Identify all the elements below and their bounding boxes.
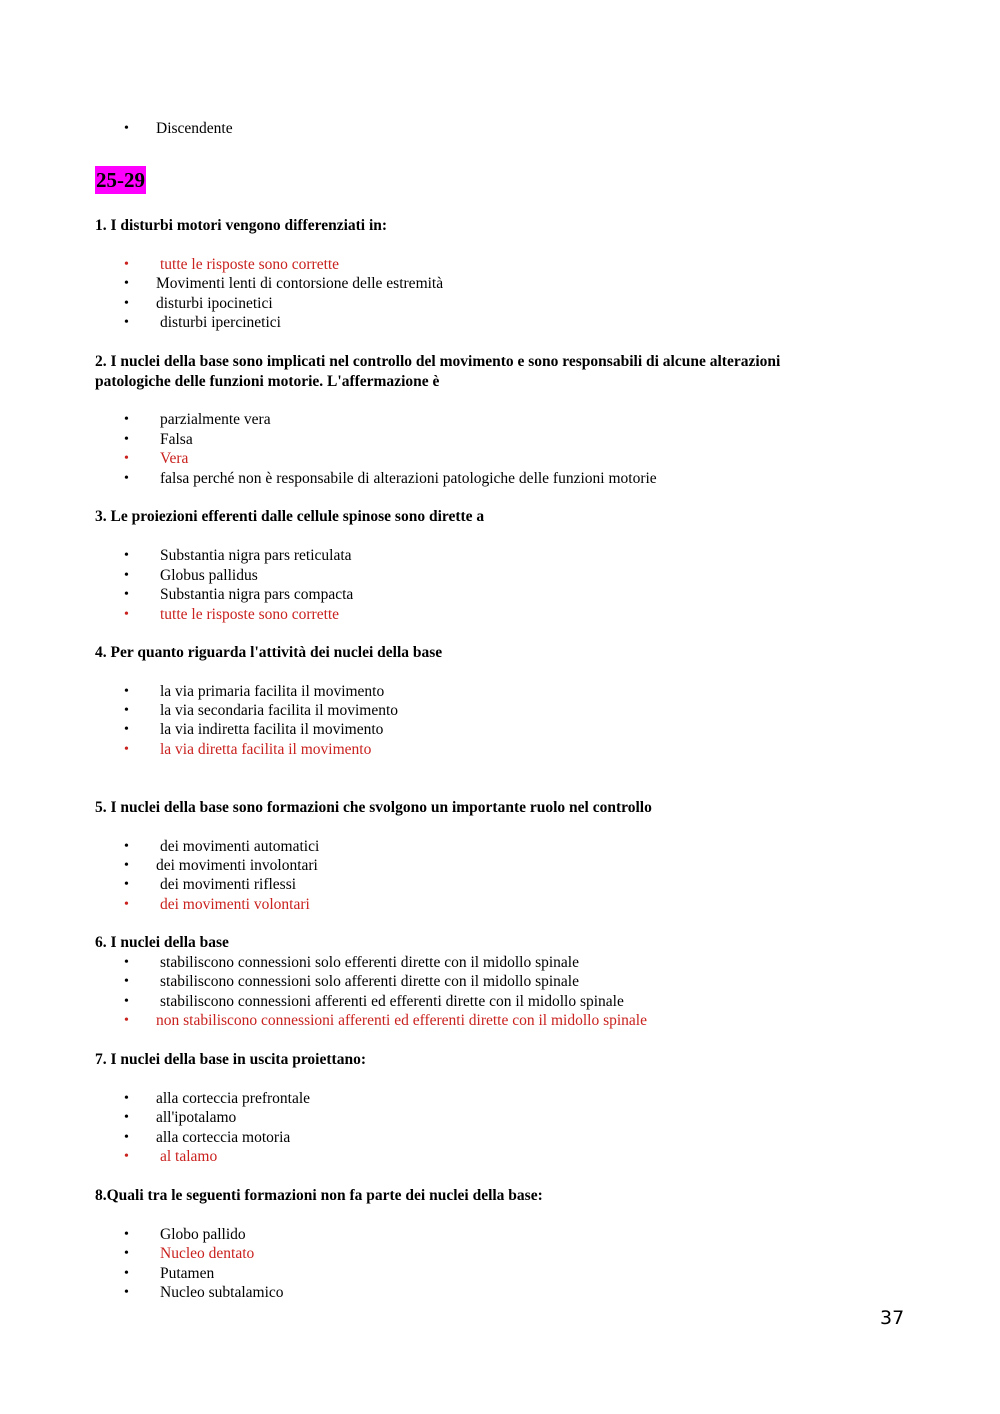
bullet-icon: •: [124, 1266, 129, 1281]
bullet-icon: •: [124, 1110, 129, 1125]
section-heading: 25-29: [96, 168, 145, 192]
question-5: 5. I nuclei della base sono formazioni che svolgono un importante ruolo nel controllo: [95, 799, 652, 816]
option-text: Substantia nigra pars reticulata: [160, 547, 352, 564]
option-text: dei movimenti volontari: [160, 896, 310, 913]
bullet-icon: •: [124, 974, 129, 989]
option-text: al talamo: [160, 1148, 218, 1165]
question-6: 6. I nuclei della base: [95, 934, 229, 951]
option-text: disturbi ipercinetici: [160, 314, 281, 331]
option-text: tutte le risposte sono corrette: [160, 606, 340, 623]
bullet-icon: •: [124, 1149, 129, 1164]
bullet-icon: •: [124, 607, 129, 622]
bullet-icon: •: [124, 722, 129, 737]
option-text: Putamen: [160, 1265, 215, 1282]
question-4: 4. Per quanto riguarda l'attività dei nuclei della base: [95, 644, 443, 661]
option-text: stabiliscono connessioni solo afferenti dirette con il midollo spinale: [160, 973, 579, 990]
bullet-icon: •: [124, 471, 129, 486]
option-text: non stabiliscono connessioni afferenti ed efferenti dirette con il midollo spinale: [156, 1012, 647, 1029]
bullet-icon: •: [124, 451, 129, 466]
option-text: stabiliscono connessioni solo efferenti dirette con il midollo spinale: [160, 954, 579, 971]
option-text: dei movimenti involontari: [156, 857, 318, 874]
option-text: Discendente: [156, 120, 233, 137]
option-text: la via diretta facilita il movimento: [160, 741, 372, 758]
option-text: dei movimenti automatici: [160, 838, 320, 855]
bullet-icon: •: [124, 1285, 129, 1300]
bullet-icon: •: [124, 955, 129, 970]
option-text: Substantia nigra pars compacta: [160, 586, 354, 603]
bullet-icon: •: [124, 587, 129, 602]
option-text: Nucleo subtalamico: [160, 1284, 284, 1301]
question-1: 1. I disturbi motori vengono differenziati in:: [95, 217, 388, 234]
bullet-icon: •: [124, 877, 129, 892]
option-text: Movimenti lenti di contorsione delle estremità: [156, 275, 444, 292]
bullet-icon: •: [124, 121, 129, 136]
option-text: stabiliscono connessioni afferenti ed efferenti dirette con il midollo spinale: [160, 993, 624, 1010]
bullet-icon: •: [124, 1246, 129, 1261]
page-number: 37: [880, 1307, 905, 1329]
question-2-line-1: 2. I nuclei della base sono implicati nel controllo del movimento e sono responsabili di alcune alterazioni: [95, 353, 781, 370]
bullet-icon: •: [124, 548, 129, 563]
option-text: alla corteccia motoria: [156, 1129, 291, 1146]
option-text: alla corteccia prefrontale: [156, 1090, 311, 1107]
bullet-icon: •: [124, 1013, 129, 1028]
question-7: 7. I nuclei della base in uscita proiettano:: [95, 1051, 366, 1068]
option-text: la via secondaria facilita il movimento: [160, 702, 399, 719]
option-text: Nucleo dentato: [160, 1245, 255, 1262]
bullet-icon: •: [124, 1227, 129, 1242]
bullet-icon: •: [124, 742, 129, 757]
option-text: Globus pallidus: [160, 567, 258, 584]
bullet-icon: •: [124, 839, 129, 854]
option-text: Vera: [160, 450, 189, 467]
bullet-icon: •: [124, 1091, 129, 1106]
bullet-icon: •: [124, 296, 129, 311]
question-8: 8.Quali tra le seguenti formazioni non fa parte dei nuclei della base:: [95, 1187, 543, 1204]
question-2-line-2: patologiche delle funzioni motorie. L'affermazione è: [95, 373, 440, 390]
option-text: all'ipotalamo: [156, 1109, 237, 1126]
bullet-icon: •: [124, 412, 129, 427]
bullet-icon: •: [124, 703, 129, 718]
option-text: la via primaria facilita il movimento: [160, 683, 385, 700]
option-text: Globo pallido: [160, 1226, 246, 1243]
bullet-icon: •: [124, 994, 129, 1009]
question-3: 3. Le proiezioni efferenti dalle cellule spinose sono dirette a: [95, 508, 485, 525]
bullet-icon: •: [124, 1130, 129, 1145]
bullet-icon: •: [124, 432, 129, 447]
option-text: la via indiretta facilita il movimento: [160, 721, 384, 738]
bullet-icon: •: [124, 276, 129, 291]
bullet-icon: •: [124, 257, 129, 272]
bullet-icon: •: [124, 315, 129, 330]
bullet-icon: •: [124, 568, 129, 583]
bullet-icon: •: [124, 684, 129, 699]
bullet-icon: •: [124, 858, 129, 873]
bullet-icon: •: [124, 897, 129, 912]
option-text: Falsa: [160, 431, 193, 448]
option-text: tutte le risposte sono corrette: [160, 256, 340, 273]
option-text: parzialmente vera: [160, 411, 271, 428]
option-text: dei movimenti riflessi: [160, 876, 297, 893]
option-text: disturbi ipocinetici: [156, 295, 273, 312]
option-text: falsa perché non è responsabile di alterazioni patologiche delle funzioni motorie: [160, 470, 657, 487]
